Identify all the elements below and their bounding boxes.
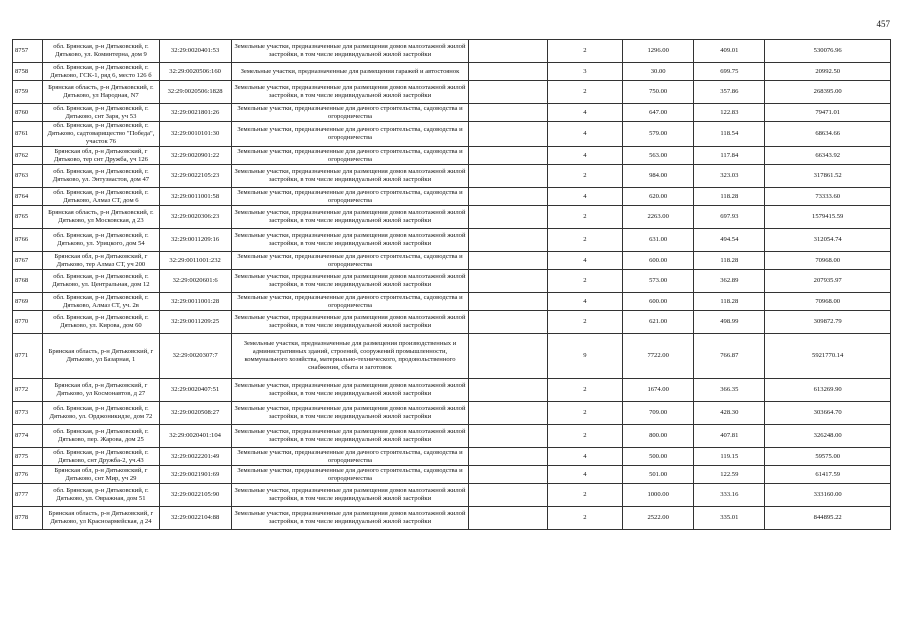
row-address: обл. Брянская, р-н Дятьковский, г. Дятьково, ул. Кирова, дом 60: [43, 311, 159, 334]
table-row: [13, 270, 891, 293]
row-cadastral-value: 20992.50: [765, 63, 891, 81]
row-cadastral-number: 32:29:0020506:1828: [159, 81, 231, 104]
table-row: [13, 379, 891, 402]
row-cadastral-value: 326248.00: [765, 425, 891, 448]
row-empty-cell: [469, 334, 547, 379]
row-use-group-code: 2: [547, 425, 622, 448]
row-area: 7722.00: [623, 334, 694, 379]
row-empty-cell: [469, 63, 547, 81]
row-area: 709.00: [623, 402, 694, 425]
row-area: 1000.00: [623, 484, 694, 507]
row-use-group-code: 2: [547, 507, 622, 530]
row-number: 8775: [13, 448, 43, 466]
row-empty-cell: [469, 425, 547, 448]
row-specific-value: 117.84: [694, 147, 765, 165]
row-land-use: Земельные участки, предназначенные для размещения домов малоэтажной жилой застройки, в том числе индивидуальной жилой застройки: [231, 507, 469, 530]
row-area: 750.00: [623, 81, 694, 104]
row-use-group-code: 4: [547, 122, 622, 147]
row-cadastral-number: 32:29:0011209:25: [159, 311, 231, 334]
row-specific-value: 118.28: [694, 293, 765, 311]
row-land-use: Земельные участки, предназначенные для размещения гаражей и автостоянок: [231, 63, 469, 81]
row-number: 8762: [13, 147, 43, 165]
row-address: Брянская обл, р-н Дятьковский, г Дятьково, снт Мир, уч 29: [43, 466, 159, 484]
row-empty-cell: [469, 448, 547, 466]
table-row: [13, 425, 891, 448]
row-area: 600.00: [623, 293, 694, 311]
row-cadastral-value: 317861.52: [765, 165, 891, 188]
row-empty-cell: [469, 270, 547, 293]
row-address: обл. Брянская, р-н Дятьковский, г. Дятьково, ул. Коминтерна, дом 9: [43, 40, 159, 63]
row-empty-cell: [469, 402, 547, 425]
row-address: обл. Брянская, р-н Дятьковский, г. Дятьково, пер. Жарова, дом 25: [43, 425, 159, 448]
row-number: 8777: [13, 484, 43, 507]
row-use-group-code: 4: [547, 104, 622, 122]
row-land-use: Земельные участки, предназначенные для размещения домов малоэтажной жилой застройки, в том числе индивидуальной жилой застройки: [231, 484, 469, 507]
row-number: 8766: [13, 229, 43, 252]
row-specific-value: 335.01: [694, 507, 765, 530]
row-cadastral-value: 66343.92: [765, 147, 891, 165]
row-cadastral-value: 1579415.59: [765, 206, 891, 229]
row-specific-value: 118.54: [694, 122, 765, 147]
row-cadastral-number: 32:29:0010101:30: [159, 122, 231, 147]
row-cadastral-number: 32:29:0020901:22: [159, 147, 231, 165]
row-land-use: Земельные участки, предназначенные для дачного строительства, садоводства и огородничества: [231, 252, 469, 270]
page-number: 457: [876, 19, 890, 29]
row-use-group-code: 2: [547, 311, 622, 334]
row-empty-cell: [469, 81, 547, 104]
row-cadastral-number: 32:29:0011001:28: [159, 293, 231, 311]
row-specific-value: 333.16: [694, 484, 765, 507]
row-area: 600.00: [623, 252, 694, 270]
row-address: обл. Брянская, р-н Дятьковский, г. Дятьково, ул. Овражная, дом 51: [43, 484, 159, 507]
row-address: Брянская обл, р-н Дятьковский, г Дятьково, ул Космонавтов, д 27: [43, 379, 159, 402]
row-land-use: Земельные участки, предназначенные для размещения производственных и административных зданий, строений, сооружений промышленности, коммунального хозяйства, материально-технического, продовольственного снабжения, сбыта и заготовок: [231, 334, 469, 379]
row-area: 30.00: [623, 63, 694, 81]
row-empty-cell: [469, 104, 547, 122]
row-number: 8776: [13, 466, 43, 484]
row-empty-cell: [469, 507, 547, 530]
row-land-use: Земельные участки, предназначенные для размещения домов малоэтажной жилой застройки, в том числе индивидуальной жилой застройки: [231, 206, 469, 229]
row-land-use: Земельные участки, предназначенные для размещения домов малоэтажной жилой застройки, в том числе индивидуальной жилой застройки: [231, 311, 469, 334]
row-number: 8757: [13, 40, 43, 63]
row-cadastral-number: 32:29:0020401:53: [159, 40, 231, 63]
row-number: 8765: [13, 206, 43, 229]
row-area: 563.00: [623, 147, 694, 165]
row-use-group-code: 2: [547, 484, 622, 507]
row-cadastral-value: 309872.79: [765, 311, 891, 334]
table-row: [13, 229, 891, 252]
row-address: обл. Брянская, р-н Дятьковский, г. Дятьково, ГСК-1, ряд 6, место 126 б: [43, 63, 159, 81]
row-land-use: Земельные участки, предназначенные для дачного строительства, садоводства и огородничества: [231, 104, 469, 122]
row-address: Брянская обл, р-н Дятьковский, г Дятьково, тер Алмаз СТ, уч 200: [43, 252, 159, 270]
row-specific-value: 118.28: [694, 252, 765, 270]
row-address: обл. Брянская, р-н Дятьковский, г. Дятьково, ул. Урицкого, дом 54: [43, 229, 159, 252]
row-use-group-code: 2: [547, 229, 622, 252]
row-cadastral-number: 32:29:0022105:23: [159, 165, 231, 188]
row-cadastral-value: 70968.00: [765, 293, 891, 311]
row-empty-cell: [469, 40, 547, 63]
row-empty-cell: [469, 122, 547, 147]
row-cadastral-value: 79471.01: [765, 104, 891, 122]
row-empty-cell: [469, 147, 547, 165]
row-use-group-code: 2: [547, 81, 622, 104]
row-use-group-code: 4: [547, 252, 622, 270]
row-cadastral-value: 5921770.14: [765, 334, 891, 379]
row-empty-cell: [469, 252, 547, 270]
row-use-group-code: 2: [547, 165, 622, 188]
table-row: [13, 188, 891, 206]
row-land-use: Земельные участки, предназначенные для размещения домов малоэтажной жилой застройки, в том числе индивидуальной жилой застройки: [231, 81, 469, 104]
row-address: обл. Брянская, р-н Дятьковский, г. Дятьково, ул. Центральная, дом 12: [43, 270, 159, 293]
row-specific-value: 409.01: [694, 40, 765, 63]
row-cadastral-number: 32:29:0020307:7: [159, 334, 231, 379]
row-empty-cell: [469, 188, 547, 206]
row-empty-cell: [469, 229, 547, 252]
row-area: 2263.00: [623, 206, 694, 229]
row-use-group-code: 4: [547, 147, 622, 165]
row-specific-value: 699.75: [694, 63, 765, 81]
row-land-use: Земельные участки, предназначенные для размещения домов малоэтажной жилой застройки, в том числе индивидуальной жилой застройки: [231, 229, 469, 252]
row-land-use: Земельные участки, предназначенные для дачного строительства, садоводства и огородничества: [231, 188, 469, 206]
row-empty-cell: [469, 165, 547, 188]
row-area: 2522.00: [623, 507, 694, 530]
row-address: обл. Брянская, р-н Дятьковский, г. Дятьково, Алмаз СТ, уч. 2в: [43, 293, 159, 311]
row-area: 573.00: [623, 270, 694, 293]
row-number: 8772: [13, 379, 43, 402]
row-number: 8760: [13, 104, 43, 122]
row-cadastral-number: 32:29:0011001:58: [159, 188, 231, 206]
row-specific-value: 357.86: [694, 81, 765, 104]
table-row: [13, 147, 891, 165]
row-use-group-code: 4: [547, 448, 622, 466]
table-row: [13, 165, 891, 188]
row-area: 500.00: [623, 448, 694, 466]
row-area: 631.00: [623, 229, 694, 252]
row-use-group-code: 2: [547, 402, 622, 425]
row-number: 8767: [13, 252, 43, 270]
row-use-group-code: 2: [547, 270, 622, 293]
row-land-use: Земельные участки, предназначенные для размещения домов малоэтажной жилой застройки, в том числе индивидуальной жилой застройки: [231, 379, 469, 402]
row-area: 1296.00: [623, 40, 694, 63]
table-row: [13, 63, 891, 81]
row-address: обл. Брянская, р-н Дятьковский, г. Дятьково, Алмаз СТ, дом 6: [43, 188, 159, 206]
row-area: 501.00: [623, 466, 694, 484]
row-cadastral-value: 207935.97: [765, 270, 891, 293]
cadastral-value-table: [12, 39, 891, 530]
row-cadastral-number: 32:29:0020506:160: [159, 63, 231, 81]
row-address: Брянская область, р-н Дятьковский, г. Дятьково, ул Московская, д 23: [43, 206, 159, 229]
row-address: Брянская обл, р-н Дятьковский, г Дятьково, тер снт Дружба, уч 126: [43, 147, 159, 165]
row-specific-value: 362.89: [694, 270, 765, 293]
row-area: 1674.00: [623, 379, 694, 402]
row-address: обл. Брянская, р-н Дятьковский, г. Дятьково, снт Дружба-2, уч.43: [43, 448, 159, 466]
row-cadastral-number: 32:29:0020401:104: [159, 425, 231, 448]
row-address: обл. Брянская, р-н Дятьковский, г. Дятьково, снт Заря, уч 53: [43, 104, 159, 122]
row-number: 8774: [13, 425, 43, 448]
row-empty-cell: [469, 293, 547, 311]
row-number: 8778: [13, 507, 43, 530]
row-specific-value: 407.81: [694, 425, 765, 448]
table-row: [13, 206, 891, 229]
row-use-group-code: 3: [547, 63, 622, 81]
table-row: [13, 484, 891, 507]
row-land-use: Земельные участки, предназначенные для размещения домов малоэтажной жилой застройки, в том числе индивидуальной жилой застройки: [231, 270, 469, 293]
row-cadastral-number: 32:29:0022105:90: [159, 484, 231, 507]
row-cadastral-value: 303664.70: [765, 402, 891, 425]
row-cadastral-value: 530076.96: [765, 40, 891, 63]
row-land-use: Земельные участки, предназначенные для размещения домов малоэтажной жилой застройки, в том числе индивидуальной жилой застройки: [231, 40, 469, 63]
row-specific-value: 118.28: [694, 188, 765, 206]
row-use-group-code: 2: [547, 206, 622, 229]
row-use-group-code: 2: [547, 40, 622, 63]
row-area: 647.00: [623, 104, 694, 122]
row-number: 8763: [13, 165, 43, 188]
row-specific-value: 323.03: [694, 165, 765, 188]
row-address: Брянская область, р-н Дятьковский, г. Дятьково, ул Народная, N7: [43, 81, 159, 104]
row-cadastral-value: 73333.60: [765, 188, 891, 206]
row-cadastral-number: 32:29:0011209:16: [159, 229, 231, 252]
row-specific-value: 494.54: [694, 229, 765, 252]
row-cadastral-number: 32:29:0022104:88: [159, 507, 231, 530]
row-cadastral-value: 312054.74: [765, 229, 891, 252]
row-cadastral-number: 32:29:0022201:49: [159, 448, 231, 466]
row-use-group-code: 4: [547, 293, 622, 311]
row-empty-cell: [469, 311, 547, 334]
row-number: 8773: [13, 402, 43, 425]
row-cadastral-value: 844895.22: [765, 507, 891, 530]
row-cadastral-value: 613269.90: [765, 379, 891, 402]
row-use-group-code: 9: [547, 334, 622, 379]
row-empty-cell: [469, 484, 547, 507]
row-specific-value: 428.30: [694, 402, 765, 425]
row-cadastral-number: 32:29:0011001:232: [159, 252, 231, 270]
row-cadastral-value: 268395.00: [765, 81, 891, 104]
row-address: обл. Брянская, р-н Дятьковский, г. Дятьково, ул. Энтузиастов, дом 47: [43, 165, 159, 188]
row-empty-cell: [469, 379, 547, 402]
row-number: 8758: [13, 63, 43, 81]
row-specific-value: 766.87: [694, 334, 765, 379]
row-land-use: Земельные участки, предназначенные для дачного строительства, садоводства и огородничества: [231, 448, 469, 466]
row-specific-value: 697.93: [694, 206, 765, 229]
row-address: обл. Брянская, р-н Дятьковский, г. Дятьково, ул. Орджоникидзе, дом 72: [43, 402, 159, 425]
row-cadastral-number: 32:29:0021901:69: [159, 466, 231, 484]
row-cadastral-number: 32:29:0020601:6: [159, 270, 231, 293]
table-row: [13, 252, 891, 270]
row-cadastral-value: 333160.00: [765, 484, 891, 507]
row-cadastral-number: 32:29:0020306:23: [159, 206, 231, 229]
row-area: 621.00: [623, 311, 694, 334]
row-specific-value: 366.35: [694, 379, 765, 402]
row-number: 8759: [13, 81, 43, 104]
table-row: [13, 293, 891, 311]
table-row: [13, 466, 891, 484]
table-row: [13, 311, 891, 334]
table-row: [13, 334, 891, 379]
table-row: [13, 448, 891, 466]
row-use-group-code: 2: [547, 379, 622, 402]
row-empty-cell: [469, 206, 547, 229]
row-land-use: Земельные участки, предназначенные для размещения домов малоэтажной жилой застройки, в том числе индивидуальной жилой застройки: [231, 425, 469, 448]
row-use-group-code: 4: [547, 466, 622, 484]
row-area: 579.00: [623, 122, 694, 147]
row-number: 8769: [13, 293, 43, 311]
row-number: 8764: [13, 188, 43, 206]
row-specific-value: 498.99: [694, 311, 765, 334]
row-land-use: Земельные участки, предназначенные для размещения домов малоэтажной жилой застройки, в том числе индивидуальной жилой застройки: [231, 402, 469, 425]
row-cadastral-value: 70968.00: [765, 252, 891, 270]
row-land-use: Земельные участки, предназначенные для дачного строительства, садоводства и огородничества: [231, 147, 469, 165]
row-cadastral-value: 68634.66: [765, 122, 891, 147]
table-row: [13, 122, 891, 147]
row-empty-cell: [469, 466, 547, 484]
row-address: Брянская область, р-н Дятьковский, г Дятьково, ул Красноармейская, д 24: [43, 507, 159, 530]
row-number: 8761: [13, 122, 43, 147]
row-land-use: Земельные участки, предназначенные для дачного строительства, садоводства и огородничества: [231, 122, 469, 147]
row-specific-value: 122.59: [694, 466, 765, 484]
row-area: 800.00: [623, 425, 694, 448]
row-use-group-code: 4: [547, 188, 622, 206]
row-land-use: Земельные участки, предназначенные для дачного строительства, садоводства и огородничества: [231, 293, 469, 311]
row-area: 620.00: [623, 188, 694, 206]
table-row: [13, 104, 891, 122]
row-cadastral-number: 32:29:0020407:51: [159, 379, 231, 402]
row-cadastral-number: 32:29:0020508:27: [159, 402, 231, 425]
row-address: обл. Брянская, р-н Дятьковский, г. Дятьково, садтоварищество "Победа", участок 76: [43, 122, 159, 147]
row-cadastral-value: 59575.00: [765, 448, 891, 466]
row-cadastral-number: 32:29:0021801:26: [159, 104, 231, 122]
row-area: 984.00: [623, 165, 694, 188]
row-number: 8771: [13, 334, 43, 379]
row-number: 8770: [13, 311, 43, 334]
table-row: [13, 40, 891, 63]
table-row: [13, 402, 891, 425]
row-specific-value: 119.15: [694, 448, 765, 466]
row-land-use: Земельные участки, предназначенные для дачного строительства, садоводства и огородничества: [231, 466, 469, 484]
row-land-use: Земельные участки, предназначенные для размещения домов малоэтажной жилой застройки, в том числе индивидуальной жилой застройки: [231, 165, 469, 188]
table-row: [13, 81, 891, 104]
row-address: Брянская область, р-н Дятьковский, г Дятьково, ул Базарная, 1: [43, 334, 159, 379]
row-cadastral-value: 61417.59: [765, 466, 891, 484]
row-specific-value: 122.83: [694, 104, 765, 122]
row-number: 8768: [13, 270, 43, 293]
table-row: [13, 507, 891, 530]
